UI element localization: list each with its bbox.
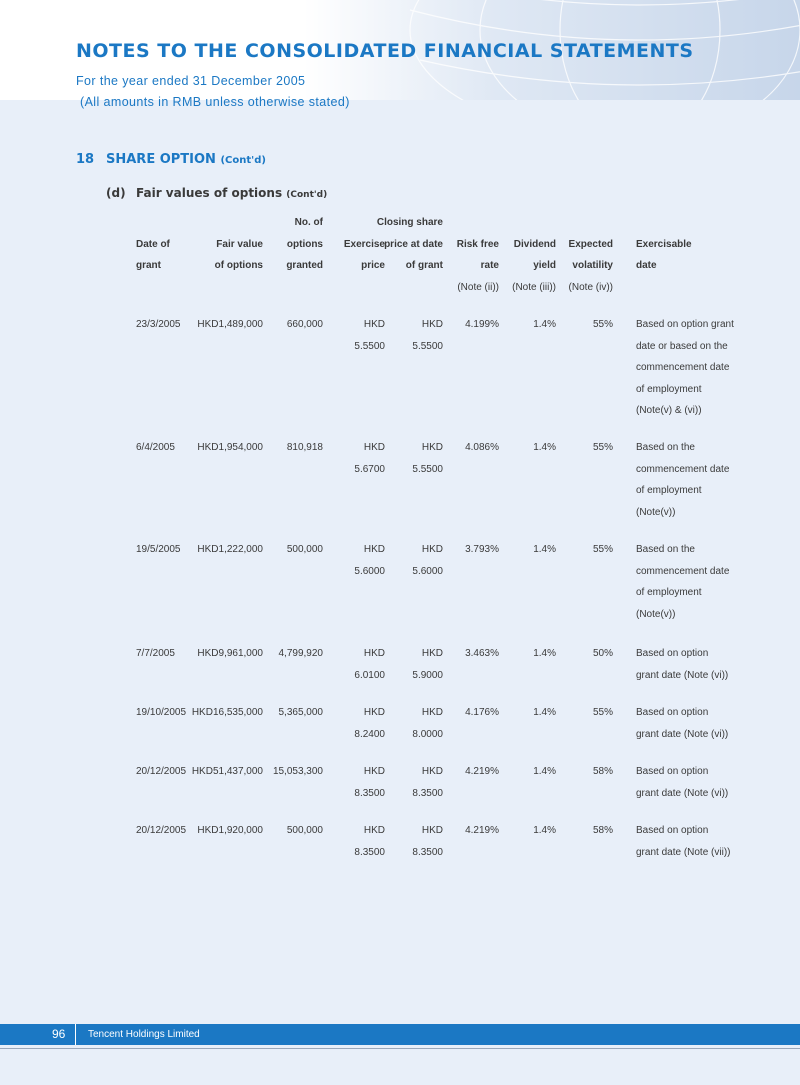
cell-exercisable: Based on the: [636, 442, 695, 453]
cell-exercisable: (Note(v)): [636, 608, 676, 620]
header-closing-line: of grant: [405, 260, 443, 271]
section-heading: [76, 152, 266, 167]
cell-exercisable: of employment: [636, 383, 702, 395]
cell-exercise: HKD: [363, 825, 385, 836]
cell-volatility: 55%: [592, 707, 613, 718]
cell-fair-value: HKD1,222,000: [197, 544, 263, 555]
cell-date: 20/12/2005: [136, 825, 187, 836]
cell-date: 23/3/2005: [136, 319, 181, 330]
cell-fair-value: HKD1,920,000: [197, 825, 263, 836]
cell-volatility: 50%: [592, 648, 613, 659]
cell-exercise: 5.6700: [354, 463, 385, 475]
cell-exercisable: Based on the: [636, 544, 695, 555]
header-volatility-line: volatility: [572, 260, 613, 271]
header-date-line: Date of: [136, 238, 170, 250]
cell-dividend: 1.4%: [533, 766, 556, 777]
cell-exercisable: Based on option grant: [636, 319, 734, 330]
cell-closing: 5.9000: [412, 669, 443, 681]
cell-exercise: HKD: [363, 707, 385, 718]
cell-options: 15,053,300: [272, 766, 323, 777]
cell-risk: 3.793%: [465, 544, 499, 555]
header-options-line: granted: [286, 260, 323, 271]
cell-exercisable: grant date (Note (vii)): [636, 846, 731, 858]
header-date-line: grant: [136, 260, 161, 271]
cell-exercise: HKD: [363, 442, 385, 453]
cell-fair-value: HKD9,961,000: [197, 648, 263, 659]
header-options-line: No. of: [294, 217, 323, 228]
cell-risk: 4.219%: [465, 825, 499, 836]
cell-exercisable: grant date (Note (vi)): [636, 787, 729, 799]
cell-options: 810,918: [286, 442, 323, 453]
cell-exercise: 8.3500: [354, 846, 385, 858]
cell-volatility: 55%: [592, 442, 613, 453]
subsection-label: (d): [106, 186, 126, 200]
cell-volatility: 55%: [592, 319, 613, 330]
cell-closing: HKD: [421, 766, 443, 777]
cell-dividend: 1.4%: [533, 319, 556, 330]
section-title: SHARE OPTION: [106, 152, 216, 167]
cell-exercise: HKD: [363, 648, 385, 659]
cell-exercisable: Based on option: [636, 707, 709, 718]
cell-closing: HKD: [421, 442, 443, 453]
cell-options: 660,000: [286, 319, 323, 330]
cell-options: 500,000: [286, 825, 323, 836]
cell-closing: 5.6000: [412, 565, 443, 577]
cell-exercisable: of employment: [636, 485, 702, 496]
cell-exercisable: (Note(v)): [636, 506, 676, 518]
cell-exercise: 5.5500: [354, 340, 385, 352]
header-dividend-line: (Note (iii)): [512, 281, 556, 293]
cell-exercisable: Based on option: [636, 648, 709, 659]
cell-exercisable: commencement date: [636, 565, 730, 577]
cell-fair-value: HKD16,535,000: [191, 707, 263, 718]
subsection-heading: [106, 186, 327, 200]
cell-closing: 8.0000: [412, 728, 443, 740]
cell-exercisable: Based on option: [636, 766, 709, 777]
cell-exercisable: grant date (Note (vi)): [636, 728, 729, 740]
header-risk-line: (Note (ii)): [457, 281, 499, 293]
cell-exercise: HKD: [363, 319, 385, 330]
cell-options: 4,799,920: [278, 648, 323, 659]
cell-exercise: HKD: [363, 544, 385, 555]
header-closing-line: price at date: [384, 238, 443, 250]
cell-closing: HKD: [421, 319, 443, 330]
cell-date: 19/5/2005: [136, 544, 181, 555]
cell-risk: 3.463%: [465, 648, 499, 659]
company-name: Tencent Holdings Limited: [88, 1029, 200, 1040]
cell-dividend: 1.4%: [533, 544, 556, 555]
cell-date: 19/10/2005: [136, 707, 187, 718]
header-exercise-line: price: [361, 260, 385, 271]
header-exercisable-line: date: [636, 260, 657, 271]
header-dividend-line: yield: [533, 260, 556, 271]
header-exercisable-line: Exercisable: [636, 238, 692, 250]
cell-closing: 8.3500: [412, 787, 443, 799]
header-options-line: options: [286, 238, 323, 250]
footer-divider: [75, 1024, 76, 1045]
header-risk-line: Risk free: [456, 238, 499, 250]
cell-exercise: 6.0100: [354, 669, 385, 681]
cell-volatility: 55%: [592, 544, 613, 555]
cell-fair-value: HKD51,437,000: [191, 766, 263, 777]
cell-closing: HKD: [421, 825, 443, 836]
header-exercise-line: Exercise: [343, 238, 385, 250]
cell-options: 500,000: [286, 544, 323, 555]
cell-options: 5,365,000: [278, 707, 323, 718]
footer-rule: [0, 1048, 800, 1049]
subsection-title: Fair values of options: [136, 186, 283, 200]
cell-closing: 5.5500: [412, 340, 443, 352]
header-dividend-line: Dividend: [513, 238, 556, 250]
header-volatility-line: Expected: [568, 238, 613, 250]
header-fair-value-line: Fair value: [216, 238, 263, 250]
cell-closing: 5.5500: [412, 463, 443, 475]
page-number: 96: [52, 1027, 66, 1041]
cell-exercise: HKD: [363, 766, 385, 777]
cell-risk: 4.199%: [465, 319, 499, 330]
cell-risk: 4.219%: [465, 766, 499, 777]
cell-exercise: 8.2400: [354, 728, 385, 740]
period-subtitle: For the year ended 31 December 2005: [76, 74, 306, 88]
cell-exercisable: commencement date: [636, 463, 730, 475]
cell-exercisable: commencement date: [636, 362, 730, 373]
subsection-cont: (Cont'd): [286, 190, 328, 200]
currency-subtitle: (All amounts in RMB unless otherwise stated): [80, 95, 350, 109]
cell-closing: HKD: [421, 648, 443, 659]
page-title: NOTES TO THE CONSOLIDATED FINANCIAL STATEMENTS: [76, 40, 694, 62]
header-closing-line: Closing share: [376, 217, 443, 228]
cell-risk: 4.086%: [465, 442, 499, 453]
cell-exercisable: Based on option: [636, 825, 709, 836]
cell-exercisable: date or based on the: [636, 340, 728, 352]
cell-dividend: 1.4%: [533, 442, 556, 453]
cell-date: 20/12/2005: [136, 766, 187, 777]
section-number: 18: [76, 152, 95, 167]
header-fair-value-line: of options: [214, 260, 263, 271]
cell-volatility: 58%: [592, 825, 613, 836]
cell-date: 7/7/2005: [136, 648, 175, 659]
cell-dividend: 1.4%: [533, 707, 556, 718]
cell-exercise: 5.6000: [354, 565, 385, 577]
cell-exercisable: (Note(v) & (vi)): [636, 405, 702, 416]
cell-closing: HKD: [421, 707, 443, 718]
cell-closing: HKD: [421, 544, 443, 555]
cell-exercisable: grant date (Note (vi)): [636, 669, 729, 681]
header-volatility-line: (Note (iv)): [568, 281, 613, 293]
cell-fair-value: HKD1,954,000: [197, 442, 263, 453]
cell-dividend: 1.4%: [533, 825, 556, 836]
cell-exercisable: of employment: [636, 587, 702, 598]
cell-volatility: 58%: [592, 766, 613, 777]
cell-fair-value: HKD1,489,000: [197, 319, 263, 330]
section-cont: (Cont'd): [220, 155, 266, 166]
cell-date: 6/4/2005: [136, 442, 175, 453]
header-risk-line: rate: [480, 260, 499, 271]
cell-closing: 8.3500: [412, 846, 443, 858]
cell-risk: 4.176%: [465, 707, 499, 718]
cell-dividend: 1.4%: [533, 648, 556, 659]
cell-exercise: 8.3500: [354, 787, 385, 799]
